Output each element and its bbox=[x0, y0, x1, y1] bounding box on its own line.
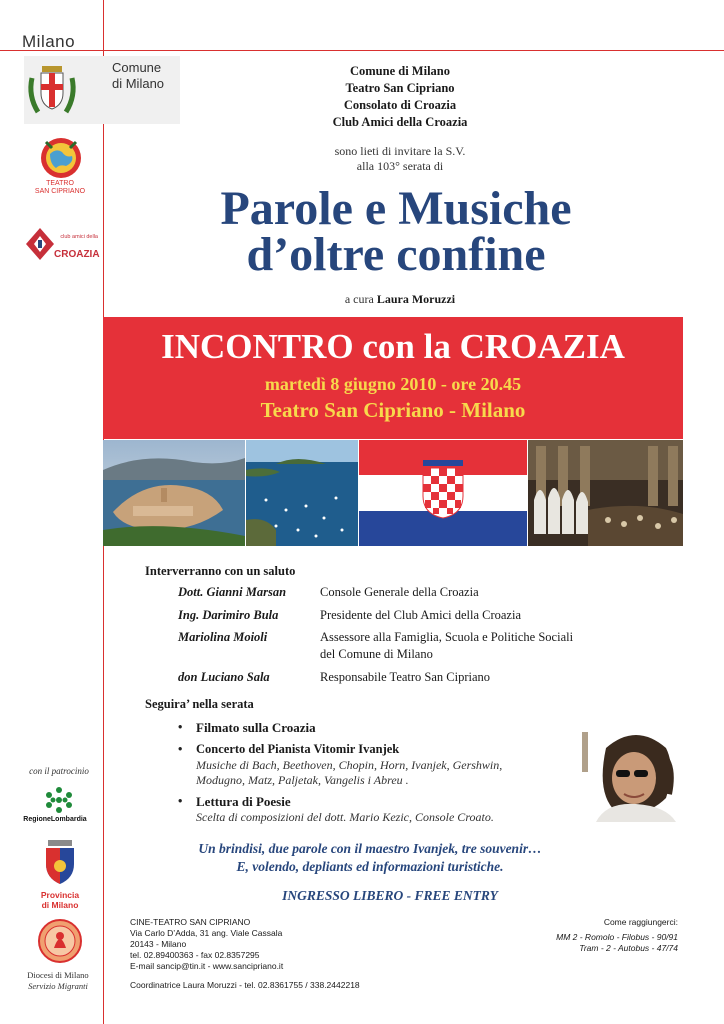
bullet: • bbox=[178, 794, 183, 808]
teatro-logo bbox=[38, 136, 84, 185]
pianist-portrait bbox=[576, 718, 682, 822]
lombardia-label: RegioneLombardia bbox=[23, 816, 87, 823]
lombardia-logo bbox=[44, 786, 74, 819]
horizontal-rule bbox=[0, 50, 724, 51]
program-heading: Seguira’ nella serata bbox=[145, 697, 254, 711]
organizer-item: Club Amici della Croazia bbox=[332, 115, 468, 129]
club-label-small: club amici della bbox=[60, 234, 98, 240]
diocesi-line-2: Servizio Migranti bbox=[28, 981, 88, 991]
photo-strip bbox=[103, 440, 683, 546]
comune-line-2: di Milano bbox=[112, 76, 165, 91]
teatro-label-line-2: SAN CIPRIANO bbox=[34, 188, 86, 195]
comune-coat-of-arms-icon bbox=[24, 56, 80, 124]
organizer-item: Consolato di Croazia bbox=[343, 98, 457, 112]
speaker-name: Ing. Darimiro Bula bbox=[178, 608, 279, 622]
curator-line bbox=[260, 292, 540, 307]
program-item-desc: Scelta di composizioni del dott. Mario Kezic, Console Croato. bbox=[196, 810, 494, 824]
provincia-logo bbox=[42, 838, 78, 891]
diocesi-label bbox=[12, 970, 104, 992]
diocesi-seal-icon bbox=[38, 918, 82, 964]
program-item-title: Lettura di Poesie bbox=[196, 794, 291, 809]
organizer-item: Teatro San Cipriano bbox=[345, 81, 455, 95]
event-banner bbox=[103, 317, 683, 439]
directions-line-1: MM 2 - Romolo - Filobus - 90/91 bbox=[556, 932, 678, 942]
photo-islands bbox=[246, 440, 358, 546]
free-entry-notice: INGRESSO LIBERO - FREE ENTRY bbox=[282, 888, 498, 903]
club-label-big: CROAZIA bbox=[54, 249, 100, 260]
venue-email[interactable]: E-mail sancip@tin.it - www.sancipriano.it bbox=[130, 961, 284, 971]
photo-split-square bbox=[528, 440, 683, 546]
teatro-label-line-1: TEATRO bbox=[46, 180, 74, 187]
diocesi-logo bbox=[38, 918, 82, 969]
curator-name: Laura Moruzzi bbox=[376, 292, 456, 306]
club-logo bbox=[24, 222, 100, 267]
toast-text bbox=[150, 840, 590, 876]
invite-line-2: alla 103° serata di bbox=[356, 159, 444, 173]
speakers-heading: Interverranno con un saluto bbox=[145, 564, 296, 578]
venue-city: 20143 - Milano bbox=[130, 939, 187, 949]
provincia-line-1: Provincia bbox=[40, 890, 80, 900]
diocesi-line-1: Diocesi di Milano bbox=[27, 970, 89, 980]
bullet: • bbox=[178, 720, 183, 734]
coordinator-contact: Coordinatrice Laura Moruzzi - tel. 02.8361755 / 338.2442218 bbox=[130, 980, 360, 990]
title-line-2: d’oltre confine bbox=[246, 228, 546, 281]
toast-line-1: Un brindisi, due parole con il maestro Ivanjek, tre souvenir… bbox=[198, 841, 542, 856]
curator-prefix: a cura bbox=[344, 292, 374, 306]
organizer-item: Comune di Milano bbox=[349, 64, 450, 78]
teatro-label bbox=[30, 180, 90, 196]
city-wordmark: Milano bbox=[22, 32, 76, 51]
program-item-desc: Musiche di Bach, Beethoven, Chopin, Horn, Ivanjek, Gershwin, bbox=[196, 758, 503, 772]
directions bbox=[500, 917, 678, 954]
title-line-1: Parole e Musiche bbox=[220, 182, 572, 235]
speaker-role: Responsabile Teatro San Cipriano bbox=[320, 670, 491, 684]
speaker-role: Console Generale della Croazia bbox=[320, 585, 479, 599]
speaker-name: Mariolina Moioli bbox=[178, 630, 268, 644]
speaker-role: Assessore alla Famiglia, Scuola e Politiche Sociali bbox=[320, 630, 574, 644]
toast-line-2: E, volendo, depliants ed informazioni turistiche. bbox=[236, 859, 504, 874]
directions-line-2: Tram - 2 - Autobus - 47/74 bbox=[579, 943, 678, 953]
speaker-role: Presidente del Club Amici della Croazia bbox=[320, 608, 521, 622]
banner-title: INCONTRO con la CROAZIA bbox=[161, 327, 625, 366]
venue-contact bbox=[130, 917, 283, 972]
provincia-label bbox=[20, 890, 100, 910]
provincia-line-2: di Milano bbox=[41, 900, 79, 910]
speaker-name: Dott. Gianni Marsan bbox=[178, 585, 287, 599]
comune-line-1: Comune bbox=[112, 60, 162, 75]
venue-name: CINE-TEATRO SAN CIPRIANO bbox=[130, 917, 251, 927]
comune-label bbox=[112, 60, 164, 92]
rosa-camuna-icon bbox=[44, 786, 74, 814]
speaker-name: don Luciano Sala bbox=[178, 670, 270, 684]
venue-phone: tel. 02.89400363 - fax 02.8357295 bbox=[130, 950, 260, 960]
speaker-role-continued: del Comune di Milano bbox=[320, 647, 433, 661]
program-item-desc: Modugno, Matz, Paljetak, Vangelis i Abreu . bbox=[196, 773, 409, 787]
directions-heading: Come raggiungerci: bbox=[603, 917, 678, 927]
organizers-list bbox=[260, 63, 540, 131]
croatian-flag bbox=[359, 440, 527, 546]
invite-text bbox=[260, 144, 540, 174]
globe-icon bbox=[38, 136, 84, 180]
event-title bbox=[106, 182, 686, 281]
bullet: • bbox=[178, 742, 183, 756]
banner-venue: Teatro San Cipriano - Milano bbox=[260, 398, 526, 422]
photo-korcula bbox=[103, 440, 245, 546]
provincia-crest-icon bbox=[42, 838, 78, 886]
patronage-label: con il patrocinio bbox=[29, 766, 89, 776]
croatian-checkerboard-icon bbox=[423, 460, 463, 518]
program-item-title: Concerto del Pianista Vitomir Ivanjek bbox=[196, 742, 400, 756]
banner-date: martedì 8 giugno 2010 - ore 20.45 bbox=[264, 374, 522, 394]
program-item-title: Filmato sulla Croazia bbox=[196, 720, 316, 735]
invite-line-1: sono lieti di invitare la S.V. bbox=[334, 144, 466, 158]
venue-address: Via Carlo D’Adda, 31 ang. Viale Cassala bbox=[130, 928, 283, 938]
